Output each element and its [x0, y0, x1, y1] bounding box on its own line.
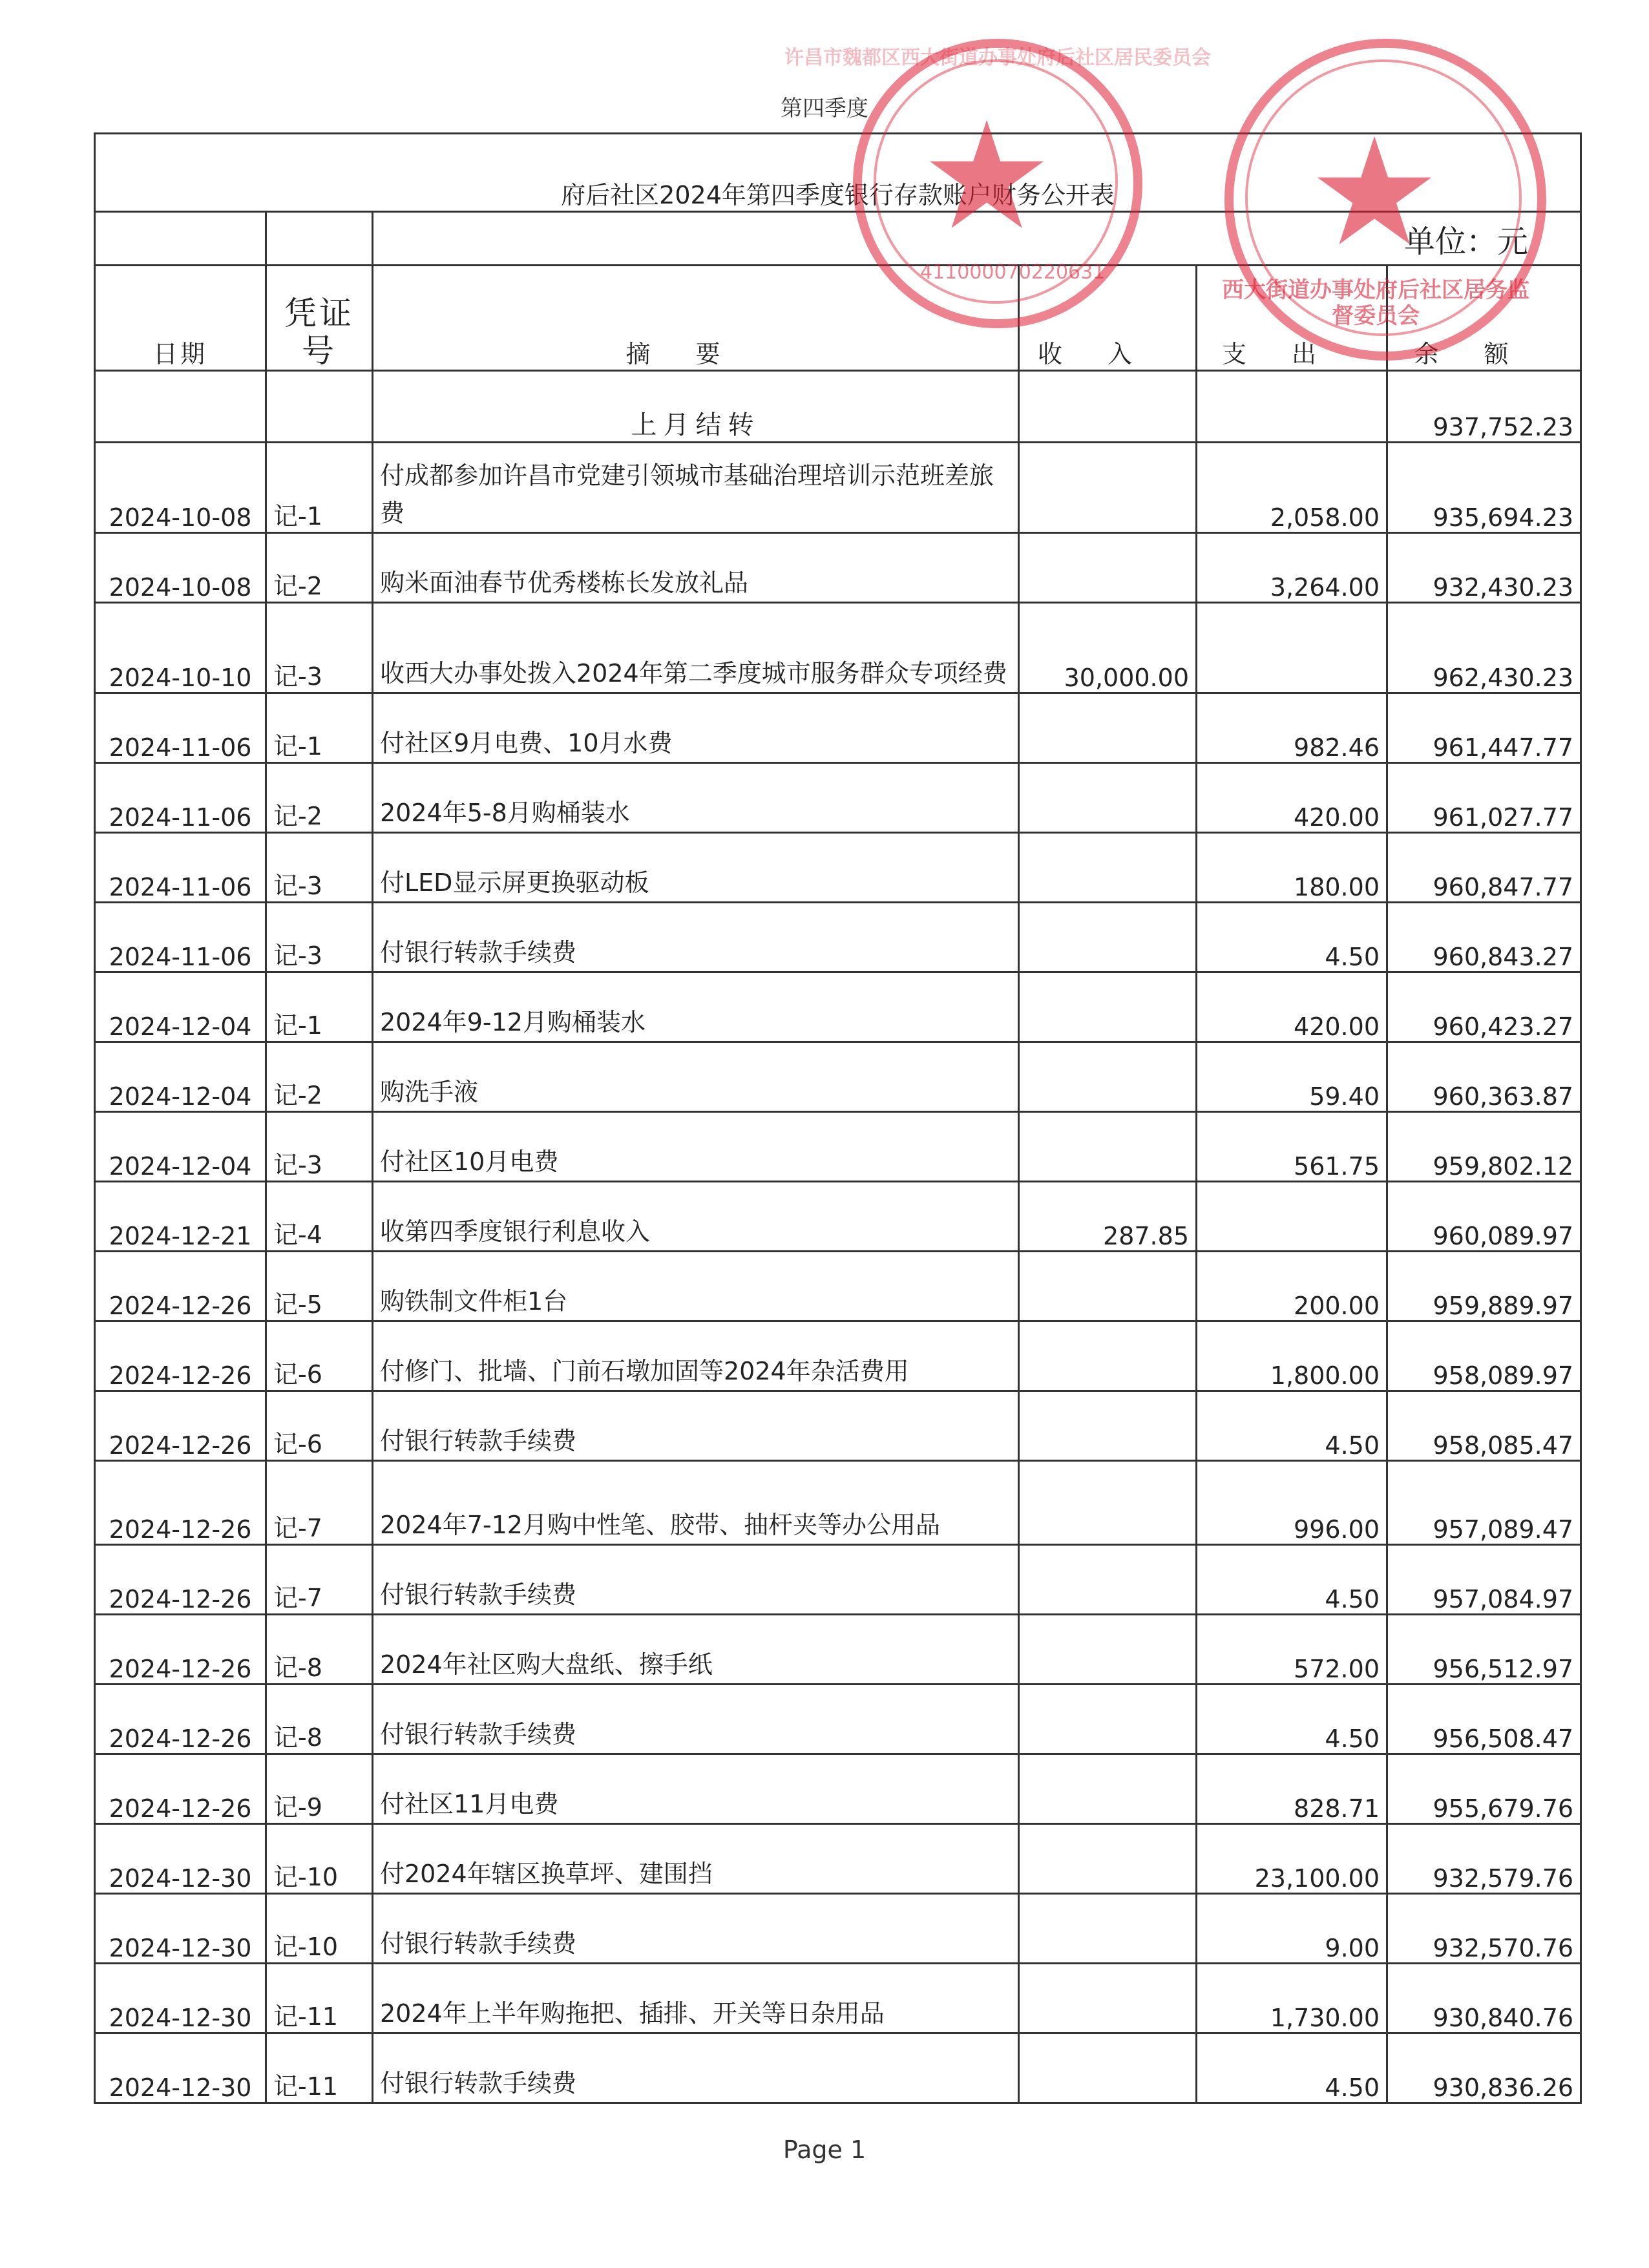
row-date: 2024-12-26 [95, 1391, 266, 1461]
row-expense: 1,800.00 [1197, 1321, 1387, 1391]
row-summary: 付银行转款手续费 [373, 1391, 1019, 1461]
row-date: 2024-12-30 [95, 1964, 266, 2033]
row-voucher: 记-3 [266, 1112, 373, 1182]
row-income [1019, 1391, 1197, 1461]
row-summary: 购米面油春节优秀楼栋长发放礼品 [373, 533, 1019, 603]
row-expense: 200.00 [1197, 1252, 1387, 1321]
row-balance: 957,089.47 [1387, 1461, 1581, 1545]
header-income: 收入 [1019, 266, 1197, 371]
row-summary: 2024年上半年购拖把、插排、开关等日杂用品 [373, 1964, 1019, 2033]
seal-1-code: 411000070220631 [920, 261, 1106, 284]
row-expense [1197, 1182, 1387, 1252]
row-expense: 420.00 [1197, 972, 1387, 1042]
row-expense: 4.50 [1197, 1545, 1387, 1615]
table-row [95, 1042, 1581, 1112]
row-summary: 收第四季度银行利息收入 [373, 1182, 1019, 1252]
row-expense: 572.00 [1197, 1615, 1387, 1685]
header-date: 日期 [95, 266, 266, 371]
row-voucher: 记-1 [266, 693, 373, 763]
table-row [95, 1754, 1581, 1824]
row-date: 2024-10-08 [95, 443, 266, 533]
row-balance: 961,447.77 [1387, 693, 1581, 763]
row-voucher: 记-10 [266, 1894, 373, 1964]
table-row [95, 1182, 1581, 1252]
row-date: 2024-12-30 [95, 2033, 266, 2103]
row-balance: 959,802.12 [1387, 1112, 1581, 1182]
table-row [95, 603, 1581, 693]
table-row [95, 1112, 1581, 1182]
row-voucher: 记-10 [266, 1824, 373, 1894]
star-icon: ★ [920, 90, 1054, 263]
row-date: 2024-12-26 [95, 1615, 266, 1685]
row-summary: 付修门、批墙、门前石墩加固等2024年杂活费用 [373, 1321, 1019, 1391]
row-income [1019, 533, 1197, 603]
carry-forward-balance: 937,752.23 [1387, 371, 1581, 443]
unit-row [95, 212, 1581, 266]
row-voucher: 记-7 [266, 1461, 373, 1545]
row-date: 2024-12-04 [95, 1112, 266, 1182]
row-summary: 购洗手液 [373, 1042, 1019, 1112]
page-number: Page 1 [782, 2136, 867, 2164]
table-row [95, 1545, 1581, 1615]
row-voucher: 记-6 [266, 1391, 373, 1461]
header-balance: 余额 [1387, 266, 1581, 371]
table-row [95, 1894, 1581, 1964]
row-expense: 982.46 [1197, 693, 1387, 763]
table-row [95, 1964, 1581, 2033]
row-voucher: 记-2 [266, 763, 373, 833]
row-income [1019, 1545, 1197, 1615]
row-balance: 932,579.76 [1387, 1824, 1581, 1894]
row-balance: 960,363.87 [1387, 1042, 1581, 1112]
unit-label: 单位：元 [373, 212, 1581, 266]
carry-forward-row [95, 371, 1581, 443]
column-header-row [95, 266, 1581, 371]
row-balance: 930,840.76 [1387, 1964, 1581, 2033]
row-balance: 959,889.97 [1387, 1252, 1581, 1321]
table-row [95, 903, 1581, 972]
row-date: 2024-12-26 [95, 1754, 266, 1824]
table-row [95, 693, 1581, 763]
row-summary: 2024年社区购大盘纸、擦手纸 [373, 1615, 1019, 1685]
row-date: 2024-12-04 [95, 1042, 266, 1112]
table-row [95, 763, 1581, 833]
row-summary: 2024年7-12月购中性笔、胶带、抽杆夹等办公用品 [373, 1461, 1019, 1545]
row-voucher: 记-3 [266, 833, 373, 903]
row-expense: 9.00 [1197, 1894, 1387, 1964]
row-balance: 956,508.47 [1387, 1685, 1581, 1754]
header-summary: 摘要 [373, 266, 1019, 371]
table-row [95, 1321, 1581, 1391]
row-summary: 付银行转款手续费 [373, 2033, 1019, 2103]
row-balance: 958,089.97 [1387, 1321, 1581, 1391]
row-income [1019, 1042, 1197, 1112]
row-balance: 960,843.27 [1387, 903, 1581, 972]
header-expense: 支出 [1197, 266, 1387, 371]
table-row [95, 1685, 1581, 1754]
row-voucher: 记-8 [266, 1685, 373, 1754]
row-expense: 23,100.00 [1197, 1824, 1387, 1894]
row-summary: 购铁制文件柜1台 [373, 1252, 1019, 1321]
row-summary: 付2024年辖区换草坪、建围挡 [373, 1824, 1019, 1894]
row-income [1019, 972, 1197, 1042]
row-summary: 收西大办事处拨入2024年第二季度城市服务群众专项经费 [373, 603, 1019, 693]
row-income [1019, 763, 1197, 833]
carry-forward-label: 上月结转 [373, 371, 1019, 443]
table-row [95, 533, 1581, 603]
row-date: 2024-11-06 [95, 693, 266, 763]
row-expense: 420.00 [1197, 763, 1387, 833]
row-expense: 59.40 [1197, 1042, 1387, 1112]
title-row [95, 134, 1581, 212]
row-date: 2024-10-08 [95, 533, 266, 603]
row-income [1019, 1824, 1197, 1894]
row-summary: 付银行转款手续费 [373, 903, 1019, 972]
row-voucher: 记-7 [266, 1545, 373, 1615]
row-summary: 付社区10月电费 [373, 1112, 1019, 1182]
row-voucher: 记-6 [266, 1321, 373, 1391]
row-income [1019, 1461, 1197, 1545]
row-summary: 付LED显示屏更换驱动板 [373, 833, 1019, 903]
row-summary: 付成都参加许昌市党建引领城市基础治理培训示范班差旅费 [373, 443, 1019, 533]
row-summary: 2024年5-8月购桶装水 [373, 763, 1019, 833]
row-income [1019, 833, 1197, 903]
row-balance: 932,430.23 [1387, 533, 1581, 603]
row-date: 2024-10-10 [95, 603, 266, 693]
row-voucher: 记-2 [266, 533, 373, 603]
row-balance: 955,679.76 [1387, 1754, 1581, 1824]
table-row [95, 443, 1581, 533]
row-balance: 961,027.77 [1387, 763, 1581, 833]
table-row [95, 972, 1581, 1042]
row-date: 2024-11-06 [95, 833, 266, 903]
page-header: 第四季度 [781, 96, 868, 121]
table-row [95, 1824, 1581, 1894]
seal-2-text: 西大街道办事处府后社区居务监督委员会 [1222, 277, 1529, 329]
row-summary: 2024年9-12月购桶装水 [373, 972, 1019, 1042]
row-date: 2024-12-30 [95, 1894, 266, 1964]
row-summary: 付社区11月电费 [373, 1754, 1019, 1824]
row-voucher: 记-8 [266, 1615, 373, 1685]
row-voucher: 记-3 [266, 603, 373, 693]
row-income [1019, 1685, 1197, 1754]
row-voucher: 记-3 [266, 903, 373, 972]
row-date: 2024-12-26 [95, 1685, 266, 1754]
row-income [1019, 443, 1197, 533]
table-row [95, 1615, 1581, 1685]
row-voucher: 记-11 [266, 1964, 373, 2033]
row-expense: 3,264.00 [1197, 533, 1387, 603]
row-income [1019, 1615, 1197, 1685]
header-voucher: 凭证号 [266, 266, 373, 371]
row-balance: 960,089.97 [1387, 1182, 1581, 1252]
row-expense: 180.00 [1197, 833, 1387, 903]
row-date: 2024-11-06 [95, 763, 266, 833]
row-income [1019, 1894, 1197, 1964]
row-expense: 1,730.00 [1197, 1964, 1387, 2033]
row-expense: 828.71 [1197, 1754, 1387, 1824]
row-income [1019, 903, 1197, 972]
row-date: 2024-11-06 [95, 903, 266, 972]
row-balance: 960,847.77 [1387, 833, 1581, 903]
row-income [1019, 1321, 1197, 1391]
table-row [95, 1391, 1581, 1461]
row-income: 30,000.00 [1019, 603, 1197, 693]
row-voucher: 记-11 [266, 2033, 373, 2103]
row-balance: 958,085.47 [1387, 1391, 1581, 1461]
row-date: 2024-12-04 [95, 972, 266, 1042]
row-income [1019, 693, 1197, 763]
row-income [1019, 1754, 1197, 1824]
row-voucher: 记-5 [266, 1252, 373, 1321]
row-date: 2024-12-30 [95, 1824, 266, 1894]
table-row [95, 2033, 1581, 2103]
row-expense: 2,058.00 [1197, 443, 1387, 533]
row-expense [1197, 603, 1387, 693]
row-balance: 957,084.97 [1387, 1545, 1581, 1615]
table-row [95, 1461, 1581, 1545]
row-income [1019, 1112, 1197, 1182]
row-balance: 935,694.23 [1387, 443, 1581, 533]
ledger-table [94, 132, 1582, 2104]
row-date: 2024-12-26 [95, 1461, 266, 1545]
row-balance: 932,570.76 [1387, 1894, 1581, 1964]
row-expense: 4.50 [1197, 2033, 1387, 2103]
row-date: 2024-12-26 [95, 1545, 266, 1615]
row-balance: 962,430.23 [1387, 603, 1581, 693]
row-income [1019, 2033, 1197, 2103]
seal-1-text: 许昌市魏都区西大街道办事处府后社区居民委员会 [784, 47, 1211, 69]
row-voucher: 记-1 [266, 972, 373, 1042]
row-voucher: 记-2 [266, 1042, 373, 1112]
row-voucher: 记-4 [266, 1182, 373, 1252]
row-income [1019, 1964, 1197, 2033]
row-summary: 付银行转款手续费 [373, 1685, 1019, 1754]
row-expense: 4.50 [1197, 1391, 1387, 1461]
row-balance: 930,836.26 [1387, 2033, 1581, 2103]
table-title: 府后社区2024年第四季度银行存款账户财务公开表 [95, 134, 1581, 212]
row-summary: 付银行转款手续费 [373, 1894, 1019, 1964]
row-summary: 付社区9月电费、10月水费 [373, 693, 1019, 763]
row-balance: 956,512.97 [1387, 1615, 1581, 1685]
row-voucher: 记-1 [266, 443, 373, 533]
table-row [95, 833, 1581, 903]
row-date: 2024-12-26 [95, 1252, 266, 1321]
row-date: 2024-12-26 [95, 1321, 266, 1391]
row-balance: 960,423.27 [1387, 972, 1581, 1042]
star-icon: ★ [1308, 107, 1442, 279]
row-voucher: 记-9 [266, 1754, 373, 1824]
row-expense: 996.00 [1197, 1461, 1387, 1545]
row-expense: 4.50 [1197, 1685, 1387, 1754]
table-row [95, 1252, 1581, 1321]
row-expense: 4.50 [1197, 903, 1387, 972]
row-expense: 561.75 [1197, 1112, 1387, 1182]
row-date: 2024-12-21 [95, 1182, 266, 1252]
row-income: 287.85 [1019, 1182, 1197, 1252]
row-income [1019, 1252, 1197, 1321]
row-summary: 付银行转款手续费 [373, 1545, 1019, 1615]
